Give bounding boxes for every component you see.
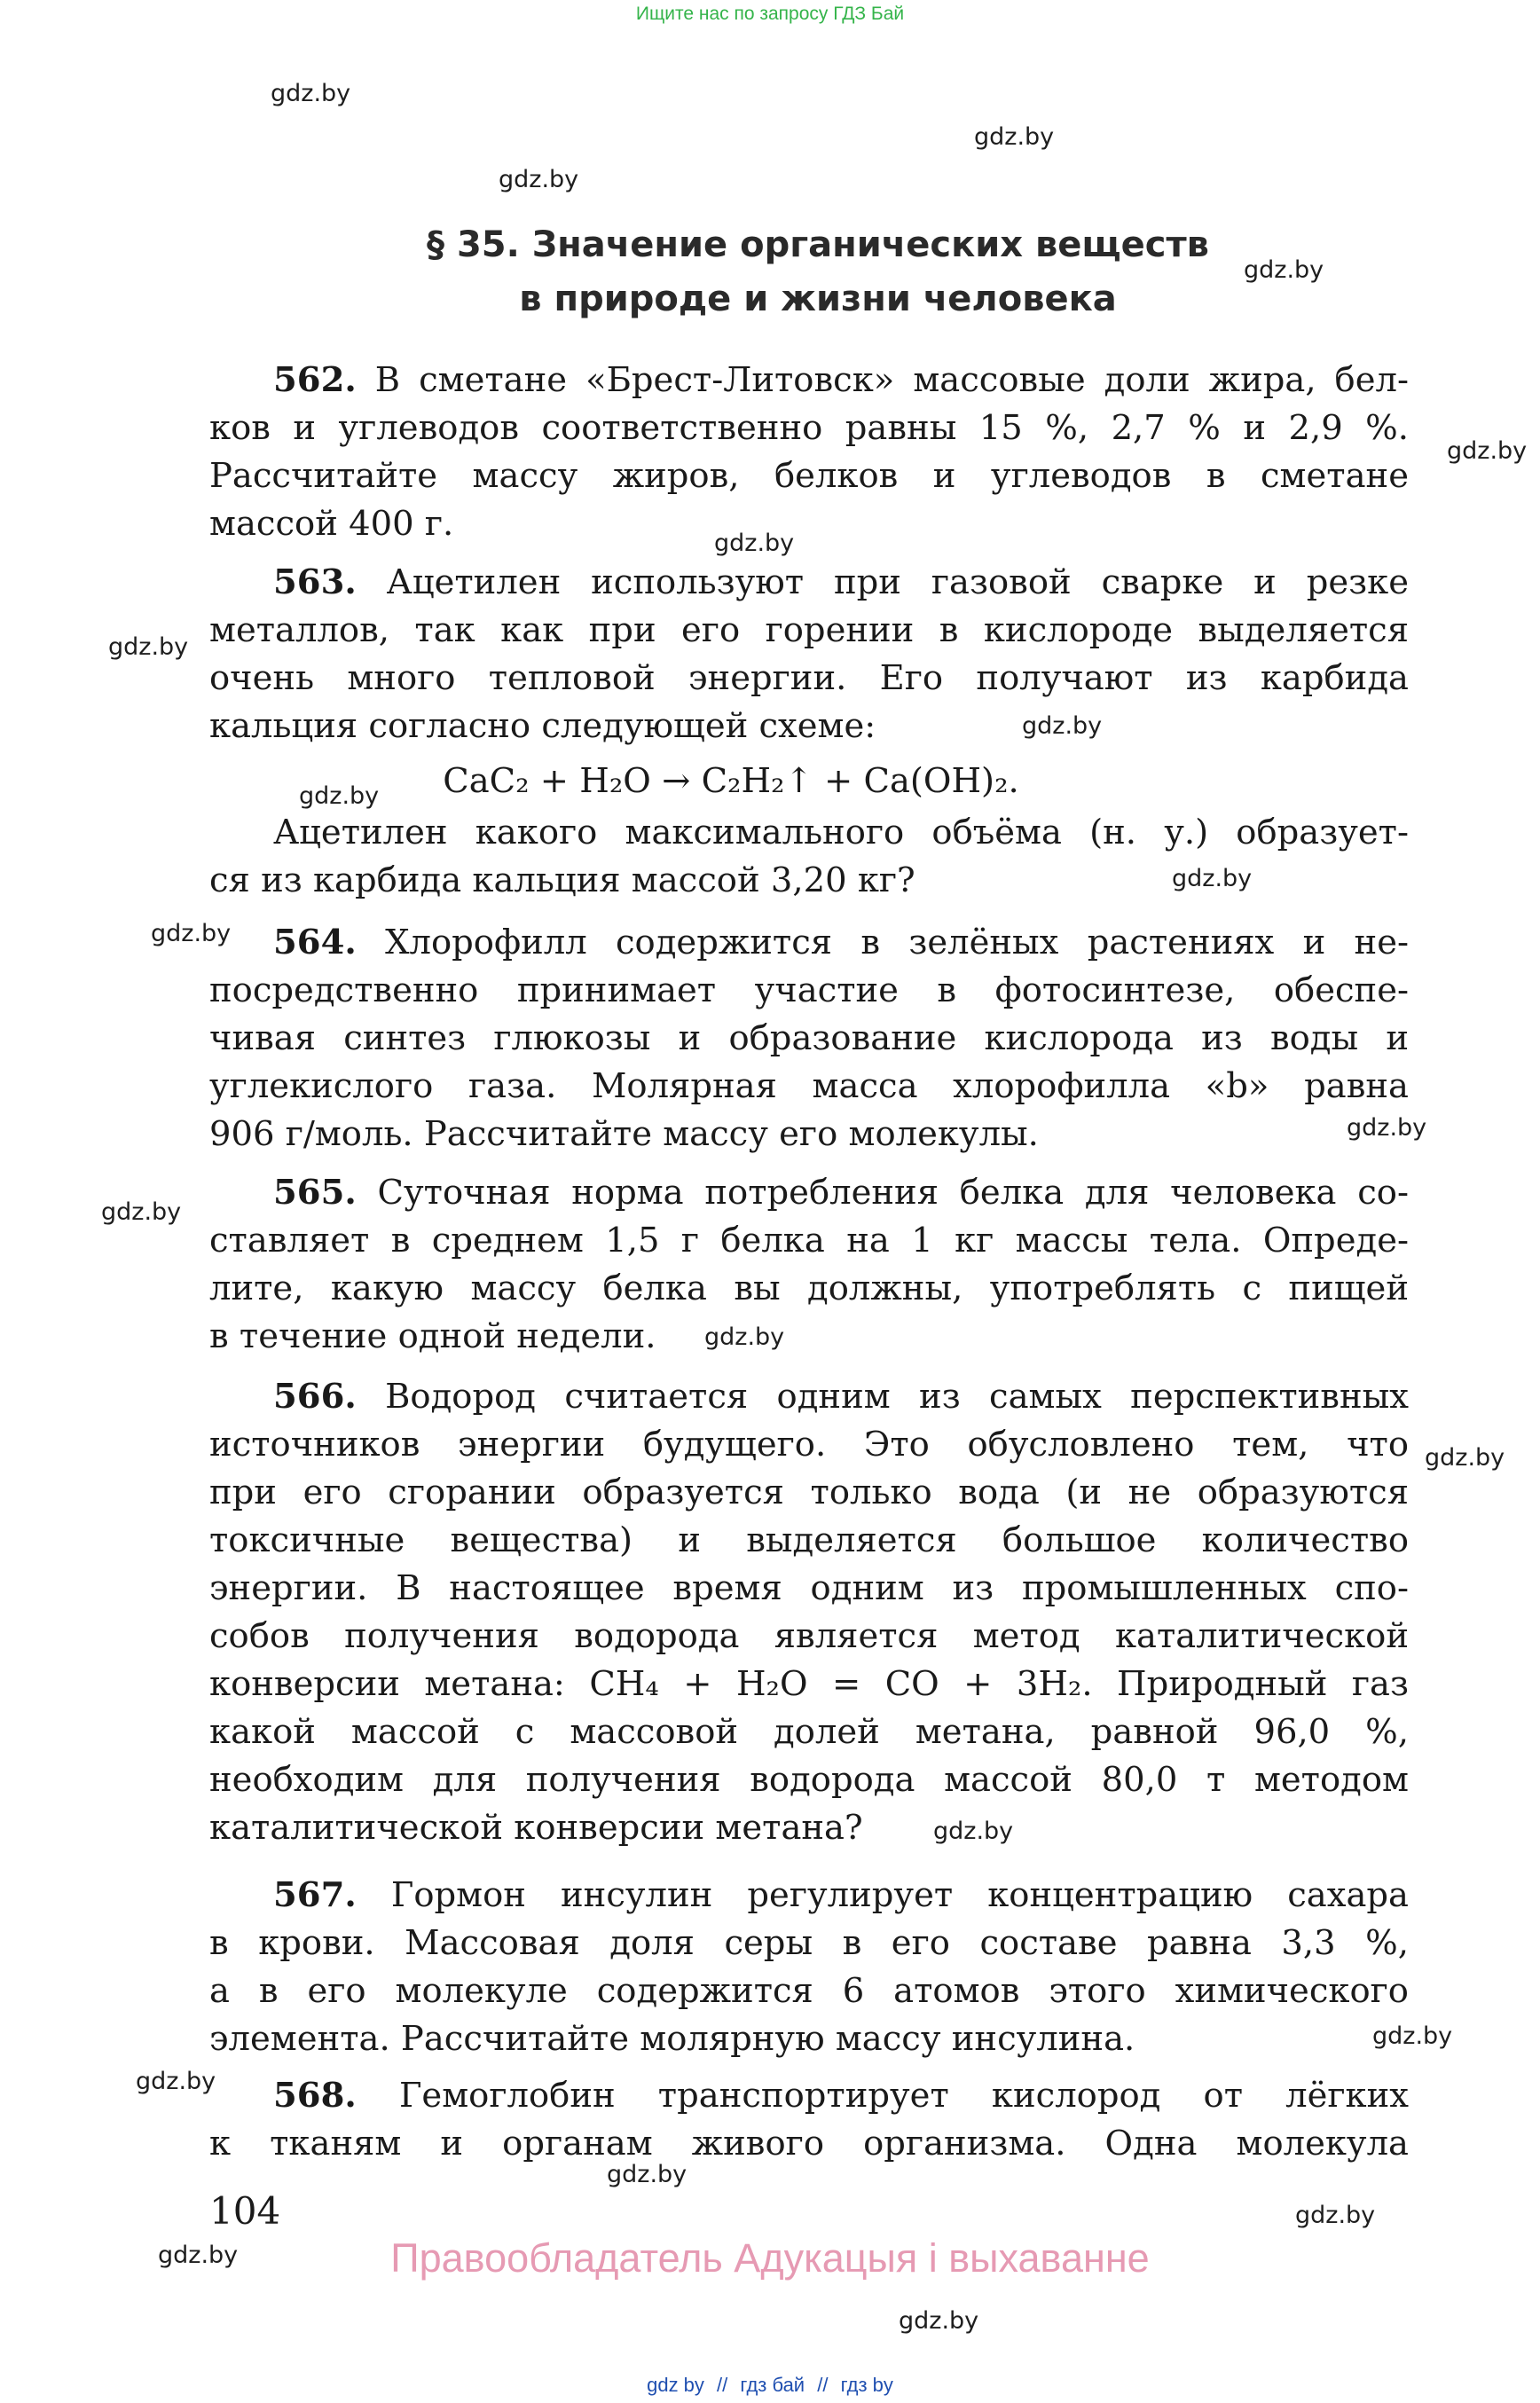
page-number: 104 (209, 2189, 281, 2233)
problem-number: 568. (273, 2076, 357, 2116)
watermark: gdz.by (101, 1198, 182, 1226)
watermark: gdz.by (1022, 712, 1103, 740)
problem-text-line: Ацетилен какого максимального объёма (н. у.) образует- (273, 813, 1409, 852)
watermark: gdz.by (714, 530, 795, 557)
problem-text-line: энергии. В настоящее время одним из промышленных спо- (209, 1568, 1409, 1608)
problem-text-line: лите, какую массу белка вы должны, употреблять с пищей (209, 1268, 1409, 1308)
watermark: gdz.by (271, 80, 351, 107)
problem-text-line: элемента. Рассчитайте молярную массу инсулина. (209, 2019, 1135, 2059)
problem-text-line: кальция согласно следующей схеме: (209, 706, 876, 746)
problem-563 (209, 559, 1409, 750)
problem-text-line: Суточная норма потребления белка для человека со- (356, 1173, 1409, 1213)
problem-text-line: при его сгорании образуется только вода (и не образуются (209, 1472, 1409, 1512)
watermark: gdz.by (1295, 2202, 1376, 2229)
problem-563-question (209, 809, 1409, 905)
watermark: gdz.by (108, 633, 189, 661)
watermark: gdz.by (1244, 256, 1324, 284)
watermark: gdz.by (1347, 1114, 1427, 1142)
watermark: gdz.by (899, 2307, 979, 2335)
problem-text-line: углекислого газа. Молярная масса хлорофилла «b» равна (209, 1066, 1409, 1106)
problem-text-line: Ацетилен используют при газовой сварке и резке (356, 562, 1409, 602)
watermark: gdz.by (704, 1323, 785, 1351)
section-title-line: § 35. Значение органических веществ (427, 224, 1209, 265)
watermark: gdz.by (151, 920, 232, 947)
problem-565 (209, 1169, 1409, 1361)
problem-number: 565. (273, 1173, 357, 1213)
top-banner[interactable]: Ищите нас по запросу ГДЗ Бай (635, 4, 905, 24)
problem-564 (209, 919, 1409, 1158)
problem-number: 566. (273, 1377, 357, 1417)
problem-text-line: необходим для получения водорода массой 80,0 т методом (209, 1760, 1409, 1800)
watermark: gdz.by (1447, 437, 1528, 465)
watermark: gdz.by (1172, 865, 1253, 892)
watermark: gdz.by (136, 2068, 216, 2095)
copyright-notice: Правообладатель Адукацыя і выхаванне (390, 2235, 1150, 2281)
problem-text-line: Гемоглобин транспортирует кислород от лёгких (356, 2076, 1409, 2116)
problem-text-line: собов получения водорода является метод каталитической (209, 1616, 1409, 1656)
watermark: gdz.by (607, 2161, 688, 2188)
problem-number: 567. (273, 1875, 357, 1915)
footer-link[interactable]: гдз бай (740, 2374, 805, 2396)
problem-text-line: в течение одной недели. (209, 1316, 656, 1356)
problem-text-line: конверсии метана: CH₄ + H₂O = CO + 3H₂. Природный газ (209, 1664, 1409, 1704)
problem-text-line: ставляет в среднем 1,5 г белка на 1 кг массы тела. Опреде- (209, 1221, 1409, 1260)
problem-number: 563. (273, 562, 357, 602)
problem-text-line: какой массой с массовой долей метана, равной 96,0 %, (209, 1712, 1409, 1752)
problem-text-line: Хлорофилл содержится в зелёных растениях и не- (356, 923, 1409, 962)
problem-text-line: ся из карбида кальция массой 3,20 кг? (209, 860, 915, 900)
problem-text-line: посредственно принимает участие в фотосинтезе, обеспе- (209, 970, 1409, 1010)
problem-text-line: Гормон инсулин регулирует концентрацию сахара (356, 1875, 1409, 1915)
problem-text-line: источников энергии будущего. Это обусловлено тем, что (209, 1425, 1409, 1465)
problem-text-line: чивая синтез глюкозы и образование кислорода из воды и (209, 1018, 1409, 1058)
problem-562 (209, 357, 1409, 548)
watermark: gdz.by (933, 1818, 1014, 1845)
problem-text-line: ков и углеводов соответственно равны 15 %, 2,7 % и 2,9 %. (209, 408, 1409, 448)
problem-number: 564. (273, 923, 357, 962)
footer-links (0, 2374, 1540, 2397)
section-title (266, 218, 1370, 326)
reaction-formula: CaC₂ + H₂O → C₂H₂↑ + Ca(OH)₂. (443, 761, 1019, 801)
problem-text-line: каталитической конверсии метана? (209, 1808, 863, 1848)
footer-separator: // (717, 2374, 728, 2396)
footer-separator: // (817, 2374, 829, 2396)
problem-text-line: Водород считается одним из самых перспективных (356, 1377, 1409, 1417)
problem-text-line: металлов, так как при его горении в кислороде выделяется (209, 610, 1409, 650)
problem-text-line: а в его молекуле содержится 6 атомов этого химического (209, 1971, 1409, 2011)
footer-link[interactable]: gdz by (647, 2374, 704, 2396)
problem-568 (209, 2072, 1409, 2168)
watermark: gdz.by (1372, 2022, 1453, 2050)
watermark: gdz.by (499, 166, 579, 193)
problem-text-line: 906 г/моль. Рассчитайте массу его молекулы. (209, 1114, 1039, 1154)
problem-text-line: массой 400 г. (209, 504, 454, 544)
problem-text-line: токсичные вещества) и выделяется большое количество (209, 1520, 1409, 1560)
watermark: gdz.by (1425, 1444, 1505, 1472)
problem-text-line: В сметане «Брест-Литовск» массовые доли жира, бел- (356, 360, 1409, 400)
problem-number: 562. (273, 360, 357, 400)
problem-text-line: в крови. Массовая доля серы в его составе равна 3,3 %, (209, 1923, 1409, 1963)
problem-text-line: к тканям и органам живого организма. Одна молекула (209, 2124, 1409, 2163)
problem-567 (209, 1872, 1409, 2063)
watermark: gdz.by (299, 782, 380, 810)
problem-text-line: Рассчитайте массу жиров, белков и углеводов в сметане (209, 456, 1409, 496)
problem-text-line: очень много тепловой энергии. Его получают из карбида (209, 658, 1409, 698)
problem-566 (209, 1373, 1409, 1852)
footer-link[interactable]: гдз by (840, 2374, 893, 2396)
watermark: gdz.by (974, 123, 1055, 151)
section-title-line: в природе и жизни человека (519, 279, 1117, 319)
watermark: gdz.by (158, 2242, 239, 2269)
